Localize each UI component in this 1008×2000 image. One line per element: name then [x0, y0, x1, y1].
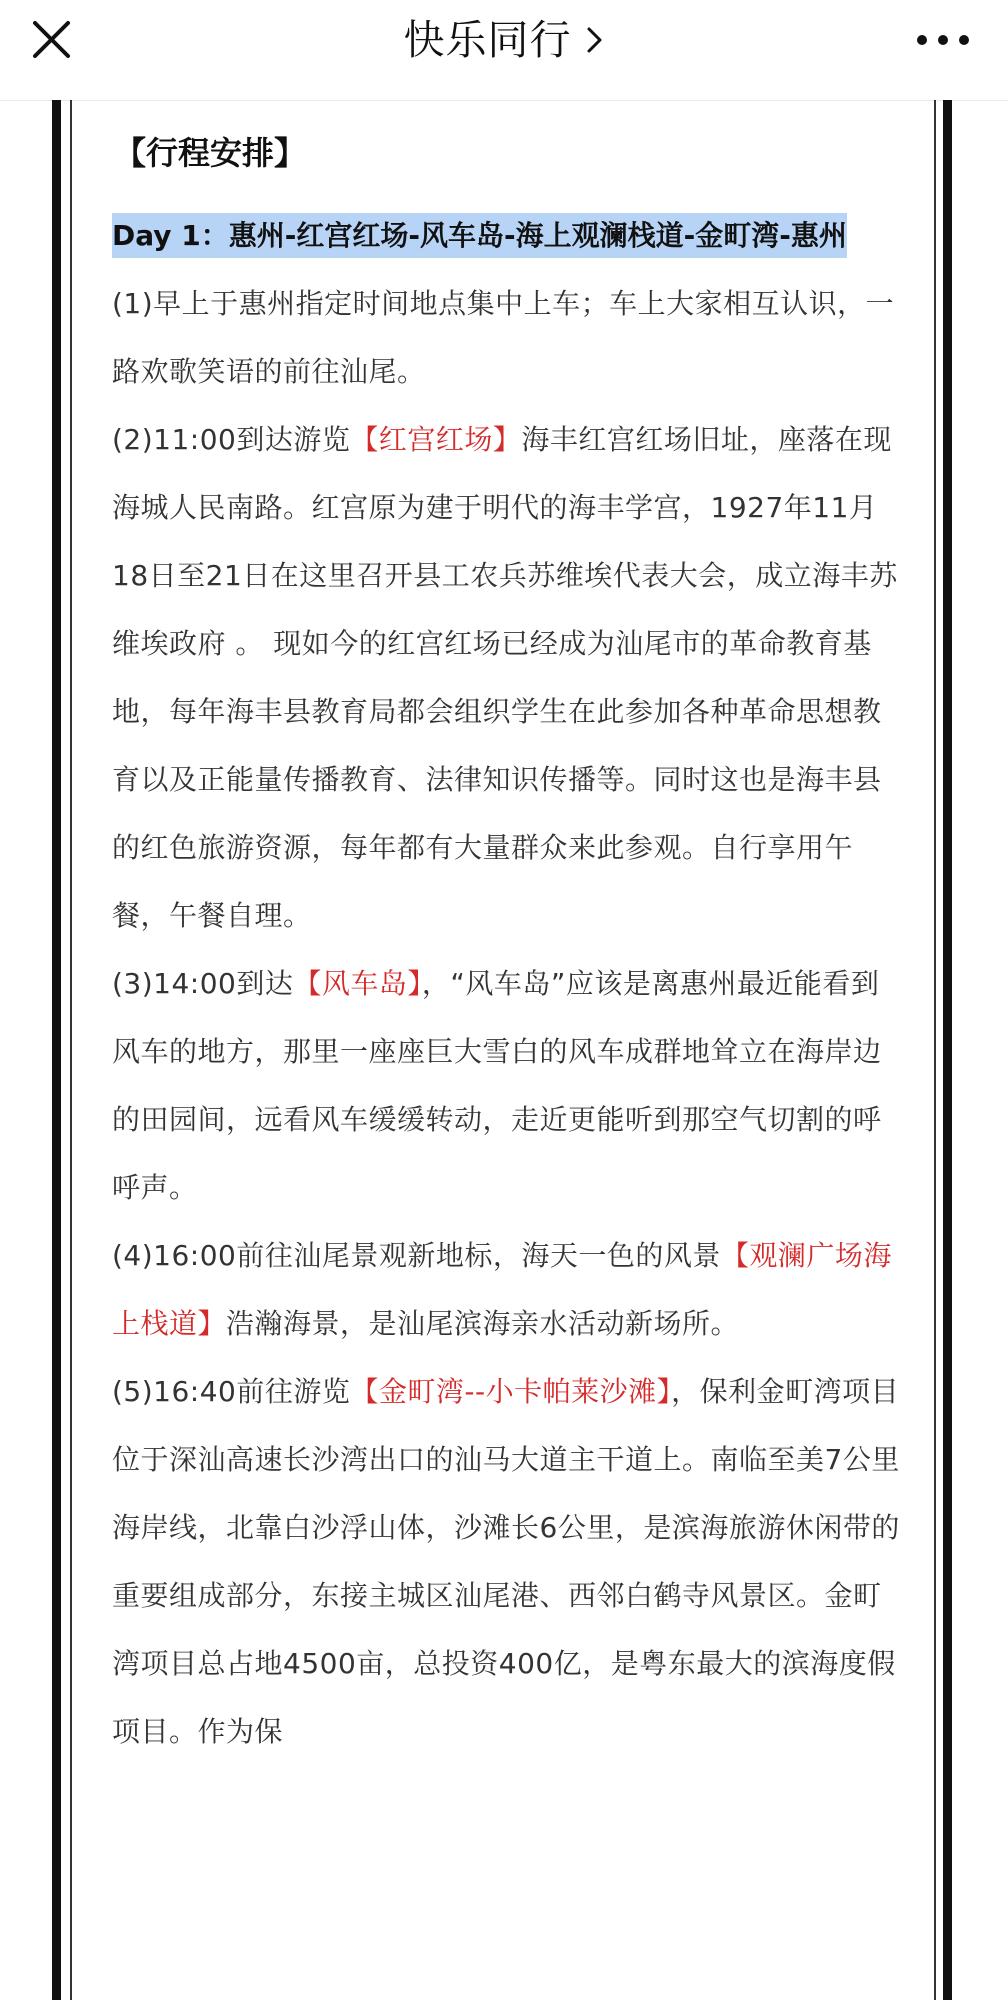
itinerary-paragraph-1: (1)早上于惠州指定时间地点集中上车；车上大家相互认识，一路欢歌笑语的前往汕尾。: [112, 287, 895, 388]
attraction-name: 【红宫红场】: [350, 423, 522, 456]
paragraph-text: 海丰红宫红场旧址，座落在现海城人民南路。红宫原为建于明代的海丰学宫，1927年11月18日至21日在这里召开县工农兵苏维埃代表大会，成立海丰苏维埃政府 。 现如今的红宫红场已经成为汕尾市的革命教育基地，每年海丰县教育局都会组织学生在此参加各种革命思想教育以及正能量传播教育、法律知识传播等。同时这也是海丰县的红色旅游资源，每年都有大量群众来此参观。自行享用午餐，午餐自理。: [112, 423, 898, 932]
top-navigation-bar: [0, 0, 1008, 101]
attraction-name: 【风车岛】: [293, 967, 422, 1000]
paragraph-text: ，保利金町湾项目位于深汕高速长沙湾出口的汕马大道主干道上。南临至美7公里海岸线，北靠白沙浮山体，沙滩长6公里，是滨海旅游休闲带的重要组成部分，东接主城区汕尾港、西邻白鹤寺风景区。金町湾项目总占地4500亩，总投资400亿，是粤东最大的滨海度假项目。作为保: [112, 1375, 900, 1748]
section-heading: 【行程安排】: [114, 134, 307, 172]
chevron-right-icon: [585, 23, 605, 57]
attraction-name: 【金町湾--小卡帕莱沙滩】: [350, 1375, 672, 1408]
more-options-button[interactable]: [908, 20, 978, 60]
article-body: [112, 118, 902, 1766]
paragraph-text: (2)11:00到达游览: [112, 423, 351, 456]
itinerary-paragraph-3: [112, 950, 902, 1222]
paragraph-text: ，“风车岛”应该是离惠州最近能看到风车的地方，那里一座座巨大雪白的风车成群地耸立在海岸边的田园间，远看风车缓缓转动，走近更能听到那空气切割的呼呼声。: [112, 967, 882, 1204]
attraction-name: 【观澜广场海上栈道】: [112, 1239, 892, 1340]
more-dots-icon: [908, 20, 978, 60]
itinerary-paragraph-4: [112, 1222, 902, 1358]
account-title: 快乐同行: [403, 16, 572, 64]
paragraph-text: 浩瀚海景，是汕尾滨海亲水活动新场所。: [226, 1307, 740, 1340]
itinerary-paragraph-2: [112, 406, 902, 950]
selected-day-title: Day 1：惠州-红宫红场-风车岛-海上观澜栈道-金町湾-惠州: [112, 213, 847, 258]
paragraph-text: (3)14:00到达: [112, 967, 294, 1000]
paragraph-text: (4)16:00前往汕尾景观新地标，海天一色的风景: [112, 1239, 721, 1272]
itinerary-paragraph-5: [112, 1358, 902, 1766]
paragraph-text: (5)16:40前往游览: [112, 1375, 351, 1408]
day-title: [112, 202, 902, 270]
account-title-link[interactable]: [0, 10, 1008, 70]
